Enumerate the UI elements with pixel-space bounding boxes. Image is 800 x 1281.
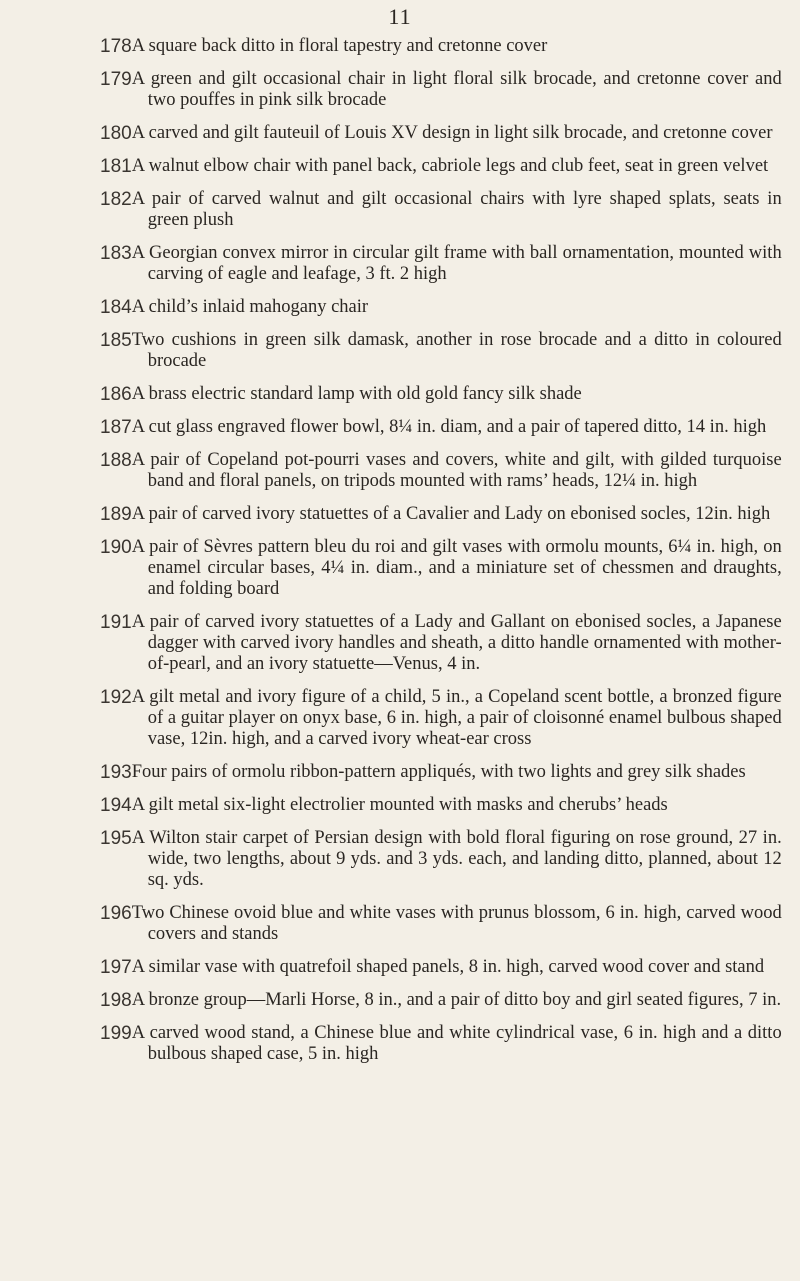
lot-number: 183 [100,243,132,264]
lot-number: 193 [100,762,132,783]
lot-entry [0,36,800,57]
lot-entry [0,990,800,1011]
lot-entry [0,687,800,750]
lot-entry [0,384,800,405]
lot-number: 198 [100,990,132,1011]
lot-number: 178 [100,36,132,57]
lot-description: A pair of carved walnut and gilt occasional chairs with lyre shaped splats, seats in green plush [131,189,782,230]
lot-entry [0,903,800,945]
lot-number: 181 [100,156,132,177]
lot-description: A brass electric standard lamp with old gold fancy silk shade [131,384,582,404]
lot-number: 197 [100,957,132,978]
lot-description: A pair of Copeland pot-pourri vases and covers, white and gilt, with gilded turquoise band and floral panels, on tripods mounted with rams’ heads, 12¼ in. high [131,450,782,491]
lot-description: A carved and gilt fauteuil of Louis XV design in light silk brocade, and cretonne cover [131,123,773,143]
lot-description: A Georgian convex mirror in circular gilt frame with ball ornamentation, mounted with carving of eagle and leafage, 3 ft. 2 high [131,243,782,284]
lot-number: 191 [100,612,132,633]
lot-entry [0,243,800,285]
lot-description: A square back ditto in floral tapestry and cretonne cover [131,36,548,56]
lot-entry [0,450,800,492]
lot-entry [0,330,800,372]
lot-description: Two Chinese ovoid blue and white vases with prunus blossom, 6 in. high, carved wood covers and stands [131,903,782,944]
lot-entry [0,189,800,231]
lot-number: 185 [100,330,132,351]
lot-number: 192 [100,687,132,708]
lot-number: 187 [100,417,132,438]
lot-entry [0,1023,800,1065]
lot-number: 199 [100,1023,132,1044]
lot-entry [0,537,800,600]
lot-entry [0,123,800,144]
lot-entry [0,504,800,525]
lot-description: A pair of Sèvres pattern bleu du roi and gilt vases with ormolu mounts, 6¼ in. high, on enamel circular bases, 4¼ in. diam., and a miniature set of chessmen and draughts, and folding board [131,537,782,599]
lot-description: A gilt metal and ivory figure of a child, 5 in., a Copeland scent bottle, a bronzed figure of a guitar player on onyx base, 6 in. high, a pair of cloisonné enamel bulbous shaped vase, 12in. high, and a carved ivory wheat-ear cross [131,687,782,749]
lot-entry [0,69,800,111]
lot-entry [0,828,800,891]
lot-description: A pair of carved ivory statuettes of a Cavalier and Lady on ebonised socles, 12in. high [131,504,771,524]
lot-entry [0,612,800,675]
lot-number: 179 [100,69,132,90]
lot-description: A similar vase with quatrefoil shaped panels, 8 in. high, carved wood cover and stand [131,957,765,977]
lot-entry [0,417,800,438]
lot-description: A green and gilt occasional chair in light floral silk brocade, and cretonne cover and two pouffes in pink silk brocade [131,69,782,110]
lot-number: 182 [100,189,132,210]
lot-description: A gilt metal six-light electrolier mounted with masks and cherubs’ heads [131,795,668,815]
lot-description: A cut glass engraved flower bowl, 8¼ in. diam, and a pair of tapered ditto, 14 in. high [131,417,767,437]
lot-description: A carved wood stand, a Chinese blue and white cylindrical vase, 6 in. high and a ditto bulbous shaped case, 5 in. high [131,1023,782,1064]
lot-entry [0,156,800,177]
lot-entry [0,762,800,783]
lot-entry [0,957,800,978]
lot-number: 195 [100,828,132,849]
lot-number: 180 [100,123,132,144]
lot-description: A walnut elbow chair with panel back, cabriole legs and club feet, seat in green velvet [131,156,769,176]
lot-description: A bronze group—Marli Horse, 8 in., and a pair of ditto boy and girl seated figures, 7 in. [131,990,782,1010]
lot-description: Four pairs of ormolu ribbon-pattern appliqués, with two lights and grey silk shades [131,762,746,782]
lot-number: 194 [100,795,132,816]
lot-list [0,36,800,1065]
lot-number: 189 [100,504,132,525]
lot-number: 188 [100,450,132,471]
lot-number: 196 [100,903,132,924]
page-number: 11 [388,4,412,29]
lot-entry [0,297,800,318]
lot-description: A pair of carved ivory statuettes of a Lady and Gallant on ebonised socles, a Japanese dagger with carved ivory handles and sheath, a ditto handle ornamented with mother-of-pearl, and an ivory statuette—Venus, 4 in. [131,612,782,674]
lot-description: Two cushions in green silk damask, another in rose brocade and a ditto in coloured brocade [131,330,782,371]
lot-number: 190 [100,537,132,558]
lot-description: A child’s inlaid mahogany chair [131,297,369,317]
lot-entry [0,795,800,816]
lot-number: 186 [100,384,132,405]
lot-number: 184 [100,297,132,318]
lot-description: A Wilton stair carpet of Persian design with bold floral figuring on rose ground, 27 in. wide, two lengths, about 9 yds. and 3 yds. each, and landing ditto, planned, about 12 sq. yds. [131,828,782,890]
